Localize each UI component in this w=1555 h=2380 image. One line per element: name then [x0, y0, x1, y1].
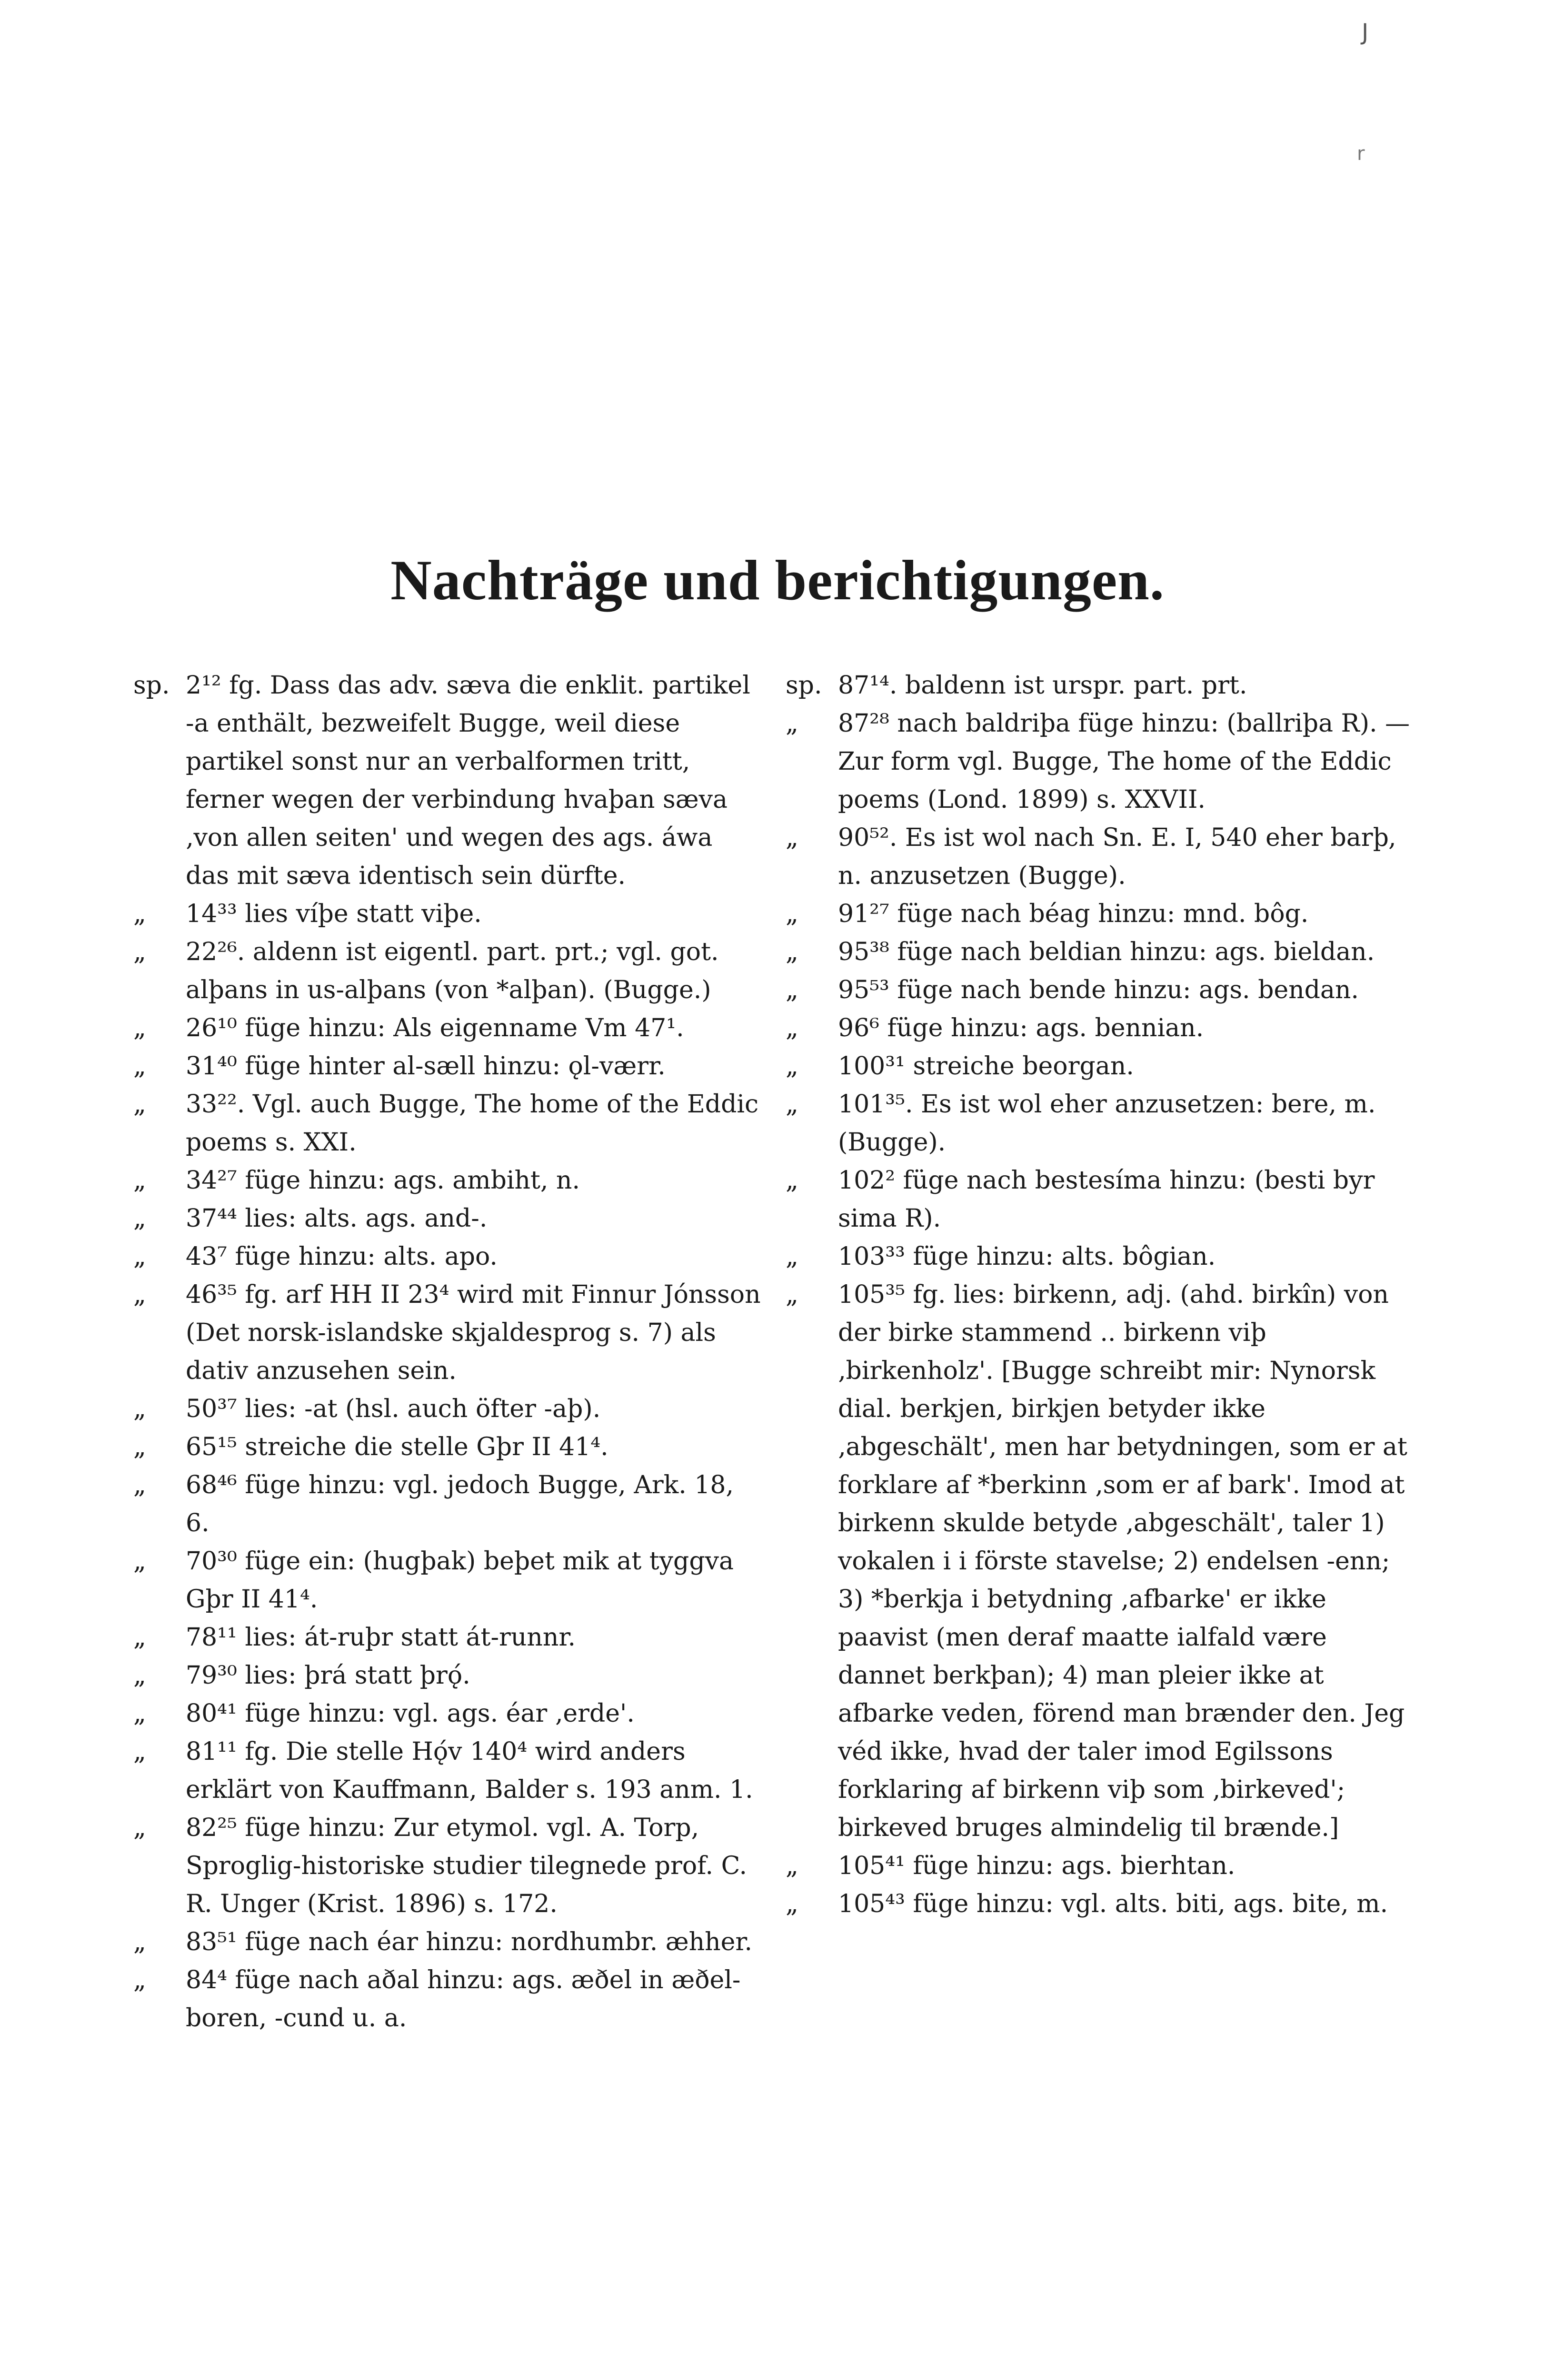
entry-text: 81¹¹ fg. Die stelle Hǫ́v 140⁴ wird anders erklärt von Kauffmann, Balder s. 193 anm. 1. — [186, 1737, 753, 1804]
entry-text: 100³¹ streiche beorgan. — [838, 1052, 1134, 1081]
entry-text: 87²⁸ nach baldriþa füge hinzu: (ballriþa R). — Zur form vgl. Bugge, The home of the Eddic poems (Lond. 1899) s. XXVII. — [838, 709, 1410, 814]
entry-lead: sp. — [786, 671, 822, 700]
entry — [786, 1238, 1414, 1276]
entry-text: 82²⁵ füge hinzu: Zur etymol. vgl. A. Torp, Sproglig-historiske studier tilegnede prof. C. R. Unger (Krist. 1896) s. 172. — [186, 1814, 748, 1918]
entry-text: 43⁷ füge hinzu: alts. apo. — [186, 1242, 498, 1271]
entry-lead: „ — [786, 1014, 798, 1042]
entry-lead: „ — [786, 823, 798, 852]
entry-lead: „ — [133, 1204, 146, 1233]
entry — [133, 1809, 762, 1923]
entry — [786, 1085, 1414, 1161]
entry — [133, 1733, 762, 1809]
entry-text: 70³⁰ füge ein: (hugþak) beþet mik at tyggva Gþr II 41⁴. — [186, 1547, 734, 1614]
entry-text: 14³³ lies víþe statt viþe. — [186, 900, 482, 928]
entry-text: 2¹² fg. Dass das adv. sæva die enklit. partikel -a enthält, bezweifelt Bugge, weil diese partikel sonst nur an verbalformen tritt, ferner wegen der verbindung hvaþan sæva ‚von allen seiten' und wegen des ags. áwa das mit sæva identisch sein dürfte. — [186, 671, 750, 890]
entry-text: 91²⁷ füge nach béag hinzu: mnd. bôg. — [838, 900, 1309, 928]
entry-lead: „ — [786, 1890, 798, 1918]
entry — [786, 1009, 1414, 1047]
entry — [786, 1847, 1414, 1885]
entry-text: 34²⁷ füge hinzu: ags. ambiht, n. — [186, 1166, 580, 1195]
entry-text: 26¹⁰ füge hinzu: Als eigenname Vm 47¹. — [186, 1014, 684, 1042]
entry-text: 84⁴ füge nach aðal hinzu: ags. æðel in æðel-boren, -cund u. a. — [186, 1966, 741, 2033]
entry-text: 105⁴³ füge hinzu: vgl. alts. biti, ags. bite, m. — [838, 1890, 1388, 1918]
entry-lead: „ — [786, 1052, 798, 1081]
entry-lead: „ — [133, 938, 146, 966]
entry — [133, 1923, 762, 1961]
entry-lead: „ — [133, 1014, 146, 1042]
entry-text: 80⁴¹ füge hinzu: vgl. ags. éar ‚erde'. — [186, 1699, 635, 1728]
entry — [786, 933, 1414, 971]
entry — [133, 1161, 762, 1200]
entry-text: 102² füge nach bestesíma hinzu: (besti byr sima R). — [838, 1166, 1375, 1233]
entry-lead: „ — [133, 1928, 146, 1956]
entry — [133, 933, 762, 1009]
entry-text: 31⁴⁰ füge hinter al-sæll hinzu: ǫl-værr. — [186, 1052, 666, 1081]
entry — [133, 666, 762, 895]
entry-text: 46³⁵ fg. arf HH II 23⁴ wird mit Finnur Jónsson (Det norsk-islandske skjaldesprog s. 7) als dativ anzusehen sein. — [186, 1280, 761, 1385]
entry-lead: „ — [133, 1699, 146, 1728]
entry-lead: „ — [786, 900, 798, 928]
entry-lead: „ — [133, 1547, 146, 1576]
entry — [786, 1885, 1414, 1923]
entry — [786, 666, 1414, 704]
entry-text: 105⁴¹ füge hinzu: ags. bierhtan. — [838, 1852, 1236, 1880]
entry-lead: „ — [133, 1661, 146, 1690]
entry-lead: „ — [133, 1814, 146, 1842]
entry — [133, 895, 762, 933]
entry-lead: „ — [133, 1471, 146, 1499]
entry-text: 96⁶ füge hinzu: ags. bennian. — [838, 1014, 1204, 1042]
entry-lead: „ — [786, 1166, 798, 1195]
entry-text: 78¹¹ lies: át-ruþr statt át-runnr. — [186, 1623, 576, 1652]
entry-lead: „ — [133, 1280, 146, 1309]
entry — [786, 819, 1414, 895]
corner-mark: J — [1362, 19, 1369, 46]
entry-text: 22²⁶. aldenn ist eigentl. part. prt.; vgl. got. alþans in us-alþans (von *alþan). (Bugge.) — [186, 938, 719, 1004]
entry-text: 87¹⁴. baldenn ist urspr. part. prt. — [838, 671, 1247, 700]
entry — [133, 1276, 762, 1390]
entry — [133, 1390, 762, 1428]
entry — [133, 1656, 762, 1695]
entry — [133, 1695, 762, 1733]
entry — [133, 1009, 762, 1047]
entry — [133, 1961, 762, 2037]
entry — [786, 895, 1414, 933]
entry — [786, 1276, 1414, 1847]
entry-text: 90⁵². Es ist wol nach Sn. E. I, 540 eher barþ, n. anzusetzen (Bugge). — [838, 823, 1396, 890]
entry-text: 101³⁵. Es ist wol eher anzusetzen: bere, m. (Bugge). — [838, 1090, 1376, 1157]
entry — [133, 1542, 762, 1618]
entry-text: 33²². Vgl. auch Bugge, The home of the Eddic poems s. XXI. — [186, 1090, 759, 1157]
entry — [786, 1161, 1414, 1238]
entry-lead: „ — [786, 1280, 798, 1309]
entry-text: 37⁴⁴ lies: alts. ags. and-. — [186, 1204, 488, 1233]
entry-text: 103³³ füge hinzu: alts. bôgian. — [838, 1242, 1216, 1271]
entry — [133, 1428, 762, 1466]
entry-lead: „ — [133, 1966, 146, 1994]
entry — [786, 704, 1414, 819]
entry-lead: „ — [133, 900, 146, 928]
entry-text: 65¹⁵ streiche die stelle Gþr II 41⁴. — [186, 1433, 608, 1461]
entry-lead: „ — [786, 1090, 798, 1119]
entry-lead: „ — [786, 938, 798, 966]
entry-lead: „ — [133, 1737, 146, 1766]
entry — [133, 1200, 762, 1238]
entry — [133, 1085, 762, 1161]
entry — [133, 1466, 762, 1542]
entry-text: 95⁵³ füge nach bende hinzu: ags. bendan. — [838, 976, 1359, 1004]
entry — [133, 1047, 762, 1085]
entry-text: 95³⁸ füge nach beldian hinzu: ags. bieldan. — [838, 938, 1375, 966]
page-title: Nachträge und berichtigungen. — [390, 548, 1165, 612]
entry-text: 79³⁰ lies: þrá statt þrǫ́. — [186, 1661, 470, 1690]
right-column — [786, 666, 1414, 1923]
entry-text: 68⁴⁶ füge hinzu: vgl. jedoch Bugge, Ark. 18, 6. — [186, 1471, 734, 1537]
entry-lead: „ — [133, 1242, 146, 1271]
entry-lead: „ — [133, 1433, 146, 1461]
entry-text: 50³⁷ lies: -at (hsl. auch öfter -aþ). — [186, 1395, 601, 1423]
entry-lead: „ — [133, 1052, 146, 1081]
entry-lead: „ — [786, 709, 798, 738]
entry-text: 105³⁵ fg. lies: birkenn, adj. (ahd. birkîn) von der birke stammend .. birkenn viþ ‚birkenholz'. [Bugge schreibt mir: Nynorsk dial. berkjen, birkjen betyder ikke ‚abgeschält', men har betydningen, som er at forklare af *berkinn ‚som er af bark'. Imod at birkenn skulde betyde ‚abgeschält', taler 1) vokalen i i förste stavelse; 2) endelsen -enn; 3) *berkja i betydning ‚afbarke' er ikke paavist (men deraf maatte ialfald være dannet berkþan); 4) man pleier ikke at afbarke veden, förend man brænder den. Jeg véd ikke, hvad der taler imod Egilssons forklaring af birkenn viþ som ‚birkeved'; birkeved bruges almindelig til brænde.] — [838, 1280, 1407, 1842]
entry — [133, 1238, 762, 1276]
entry-lead: „ — [133, 1623, 146, 1652]
entry — [133, 1618, 762, 1656]
entry-lead: sp. — [133, 671, 170, 700]
entry — [786, 971, 1414, 1009]
entry-lead: „ — [786, 1242, 798, 1271]
left-column — [133, 666, 762, 2037]
entry-lead: „ — [133, 1395, 146, 1423]
entry-lead: „ — [133, 1090, 146, 1119]
entry-lead: „ — [786, 1852, 798, 1880]
margin-mark: r — [1357, 143, 1365, 165]
entry-text: 83⁵¹ füge nach éar hinzu: nordhumbr. æhher. — [186, 1928, 753, 1956]
entry-lead: „ — [786, 976, 798, 1004]
entry — [786, 1047, 1414, 1085]
entry-lead: „ — [133, 1166, 146, 1195]
